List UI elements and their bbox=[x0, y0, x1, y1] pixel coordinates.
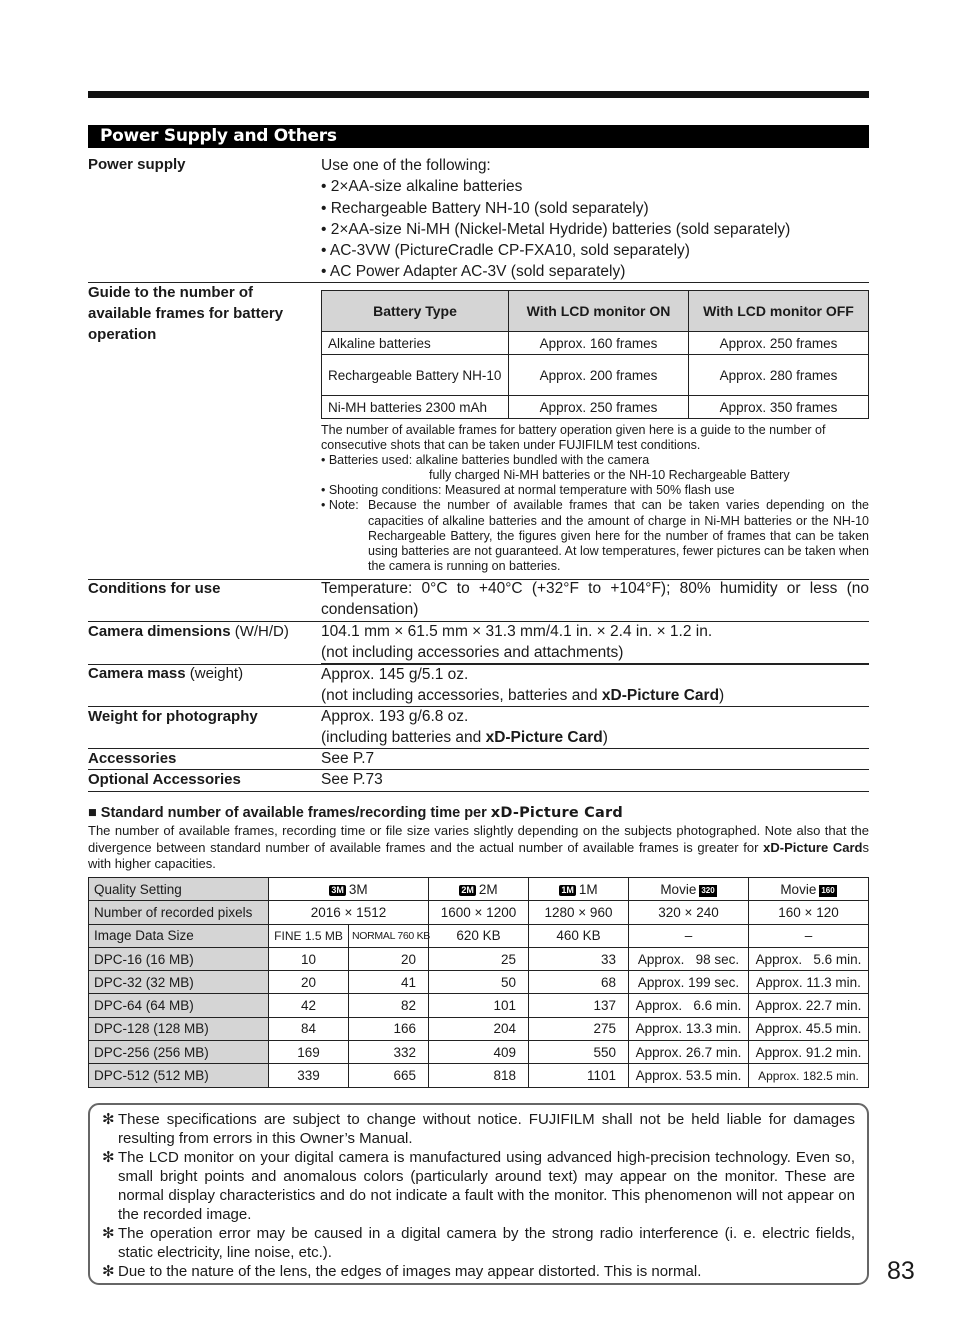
weight-photo-label: Weight for photography bbox=[88, 708, 258, 725]
notice-item bbox=[102, 1110, 855, 1148]
card-label: DPC-256 (256 MB) bbox=[89, 1041, 269, 1064]
pixels-cell: 160 × 120 bbox=[749, 901, 869, 924]
notes-note bbox=[321, 498, 869, 573]
frames-cell: 101 bbox=[429, 994, 529, 1017]
battery-type: Alkaline batteries bbox=[322, 332, 509, 355]
quality-2m bbox=[429, 878, 529, 901]
frames-cell: 550 bbox=[529, 1041, 629, 1064]
frames-cell: 42 bbox=[269, 994, 349, 1017]
mass-line-2c: ) bbox=[719, 687, 725, 705]
movie-time-cell: Approx. 22.7 min. bbox=[749, 994, 869, 1017]
table-row bbox=[89, 1041, 869, 1064]
battery-header-off: With LCD monitor OFF bbox=[689, 291, 869, 332]
size-cell: 460 KB bbox=[529, 924, 629, 947]
power-supply-line: Use one of the following: bbox=[321, 157, 491, 174]
quality-1m bbox=[529, 878, 629, 901]
table-row bbox=[89, 971, 869, 994]
movie-time-cell: Approx. 98 sec. bbox=[629, 947, 749, 970]
movie-time-cell: Approx. 45.5 min. bbox=[749, 1017, 869, 1040]
notes-batteries-used-2: fully charged Ni-MH batteries or the NH-10 Rechargeable Battery bbox=[429, 468, 790, 483]
notice-item bbox=[102, 1224, 855, 1262]
power-supply-label: Power supply bbox=[88, 156, 186, 173]
mass-line-2 bbox=[321, 685, 869, 706]
frames-lcd-on: Approx. 160 frames bbox=[509, 332, 689, 355]
optional-accessories-value: See P.73 bbox=[321, 771, 383, 788]
dimensions-label-suffix: (W/H/D) bbox=[230, 623, 289, 640]
pixels-cell: 1280 × 960 bbox=[529, 901, 629, 924]
notes-batteries-used: • Batteries used: alkaline batteries bundled with the camera bbox=[321, 453, 650, 468]
weight-line-2 bbox=[321, 727, 869, 748]
table-row bbox=[89, 1017, 869, 1040]
table-row bbox=[89, 901, 869, 924]
conditions-value: Temperature: 0°C to +40°C (+32°F to +104°F); 80% humidity or less (no condensation) bbox=[321, 580, 869, 619]
weight-line-2a: (including batteries and bbox=[321, 729, 486, 747]
optional-accessories-label: Optional Accessories bbox=[88, 771, 241, 788]
asterisk-icon: ✻ bbox=[102, 1263, 115, 1280]
power-supply-line: • 2×AA-size alkaline batteries bbox=[321, 178, 523, 196]
notice-item bbox=[102, 1262, 855, 1281]
notice-text: The LCD monitor on your digital camera is manufactured using advanced high-precision technology. Even so, small bright points and anomalous colors (particularly around text) may appear on the monitor. These are normal display characteristics and do not indicate a fault with the monitor. This phenomenon will not appear on the recorded image. bbox=[118, 1149, 855, 1223]
size-cell: 620 KB bbox=[429, 924, 529, 947]
desc-a: The number of available frames, recording time or file size varies slightly depending on the subjects photographed. Note also that the divergence between standard number of available frames and the actual number of available frames is greater for bbox=[88, 823, 869, 855]
frames-cell: 10 bbox=[269, 947, 349, 970]
movie-time-cell: Approx. 13.3 min. bbox=[629, 1017, 749, 1040]
power-supply-line: • Rechargeable Battery NH-10 (sold separately) bbox=[321, 199, 649, 217]
movie-time-cell: Approx. 182.5 min. bbox=[749, 1064, 869, 1087]
page-number: 83 bbox=[887, 1257, 915, 1285]
mass-value bbox=[321, 664, 869, 707]
frames-cell: 25 bbox=[429, 947, 529, 970]
quality-3m-icon: 3M bbox=[331, 884, 344, 895]
accessories-label: Accessories bbox=[88, 750, 177, 767]
frames-cell: 169 bbox=[269, 1041, 349, 1064]
standard-frames-desc bbox=[88, 823, 869, 873]
pixels-cell: 2016 × 1512 bbox=[269, 901, 429, 924]
asterisk-icon: ✻ bbox=[102, 1225, 115, 1242]
frames-table bbox=[88, 877, 869, 1088]
power-supply-line: • AC-3VW (PictureCradle CP-FXA10, sold separately) bbox=[321, 242, 690, 260]
card-label: DPC-128 (128 MB) bbox=[89, 1017, 269, 1040]
movie-time-cell: Approx. 199 sec. bbox=[629, 971, 749, 994]
notice-box bbox=[88, 1103, 869, 1285]
mass-label-text: Camera mass bbox=[88, 665, 186, 682]
movie-time-cell: Approx. 26.7 min. bbox=[629, 1041, 749, 1064]
table-row bbox=[322, 396, 869, 419]
size-cell: FINE 1.5 MB bbox=[269, 924, 349, 947]
asterisk-icon: ✻ bbox=[102, 1149, 115, 1166]
notice-text: These specifications are subject to change without notice. FUJIFILM shall not be held liable for damages resulting from errors in this Owner’s Manual. bbox=[118, 1111, 855, 1147]
table-row bbox=[89, 1064, 869, 1087]
frames-cell: 665 bbox=[349, 1064, 429, 1087]
power-supply-line: • AC Power Adapter AC-3V (sold separately) bbox=[321, 263, 626, 281]
standard-title-card: xD-Picture Card bbox=[490, 805, 623, 821]
card-label: DPC-16 (16 MB) bbox=[89, 947, 269, 970]
dimensions-line: 104.1 mm × 61.5 mm × 31.3 mm/4.1 in. × 2.4 in. × 1.2 in. bbox=[321, 623, 713, 640]
frames-cell: 68 bbox=[529, 971, 629, 994]
notes-shooting: • Shooting conditions: Measured at normal temperature with 50% flash use bbox=[321, 483, 735, 498]
movie-320-text: Movie bbox=[660, 881, 697, 897]
mass-line: Approx. 145 g/5.1 oz. bbox=[321, 666, 469, 683]
movie-160-text: Movie bbox=[780, 881, 817, 897]
section-title: Power Supply and Others bbox=[88, 125, 869, 148]
battery-header-on: With LCD monitor ON bbox=[509, 291, 689, 332]
weight-photo-value bbox=[321, 706, 869, 749]
dimensions-label-text: Camera dimensions bbox=[88, 623, 231, 640]
weight-line-2b: xD-Picture Card bbox=[485, 729, 603, 747]
notice-text: The operation error may be caused in a digital camera by the strong radio interference (i. e. electric fields, static electricity, line noise, etc.). bbox=[118, 1225, 855, 1261]
desc-b: xD-Picture Card bbox=[763, 839, 863, 855]
table-row bbox=[89, 994, 869, 1017]
asterisk-icon: ✻ bbox=[102, 1111, 115, 1128]
frames-cell: 332 bbox=[349, 1041, 429, 1064]
battery-table-header bbox=[322, 291, 869, 332]
movie-160-icon: 160 bbox=[821, 885, 835, 895]
dimensions-label bbox=[88, 621, 320, 642]
movie-time-cell: Approx. 5.6 min. bbox=[749, 947, 869, 970]
power-supply-value bbox=[321, 155, 869, 283]
card-label: DPC-32 (32 MB) bbox=[89, 971, 269, 994]
notes-note-label: • Note: bbox=[321, 498, 359, 513]
mass-line-2b: xD-Picture Card bbox=[601, 687, 720, 705]
standard-title-text: ■ Standard number of available frames/recording time per bbox=[88, 805, 491, 821]
size-cell: – bbox=[629, 924, 749, 947]
conditions-label: Conditions for use bbox=[88, 580, 221, 597]
card-label: DPC-64 (64 MB) bbox=[89, 994, 269, 1017]
weight-line-2c: ) bbox=[602, 729, 608, 747]
standard-frames-title bbox=[88, 803, 869, 823]
frames-lcd-off: Approx. 350 frames bbox=[689, 396, 869, 419]
size-label: Image Data Size bbox=[89, 924, 269, 947]
notice-item bbox=[102, 1148, 855, 1224]
pixels-cell: 320 × 240 bbox=[629, 901, 749, 924]
table-row bbox=[89, 924, 869, 947]
frames-lcd-off: Approx. 250 frames bbox=[689, 332, 869, 355]
quality-3m-text: 3M bbox=[348, 881, 368, 897]
battery-header-type: Battery Type bbox=[322, 291, 509, 332]
battery-type: Rechargeable Battery NH-10 bbox=[322, 355, 509, 396]
notes-intro: The number of available frames for battery operation given here is a guide to the number of consecutive shots that can be taken under FUJIFILM test conditions. bbox=[321, 423, 826, 453]
frames-lcd-off: Approx. 280 frames bbox=[689, 355, 869, 396]
frames-cell: 50 bbox=[429, 971, 529, 994]
mass-label-suffix: (weight) bbox=[185, 665, 244, 682]
frames-cell: 84 bbox=[269, 1017, 349, 1040]
movie-time-cell: Approx. 11.3 min. bbox=[749, 971, 869, 994]
card-label: DPC-512 (512 MB) bbox=[89, 1064, 269, 1087]
accessories-value: See P.7 bbox=[321, 750, 375, 767]
notes-note-text: Because the number of available frames that can be taken varies depending on the capacities of alkaline batteries and the amount of charge in Ni-MH batteries or the NH-10 Rechargeable Battery, the figures given here for the number of frames that can be taken using batteries are not guaranteed. At low temperatures, fewer pictures can be taken when the camera is running on batteries. bbox=[368, 498, 869, 573]
frames-cell: 166 bbox=[349, 1017, 429, 1040]
frames-cell: 204 bbox=[429, 1017, 529, 1040]
top-rule bbox=[88, 91, 869, 98]
frames-cell: 82 bbox=[349, 994, 429, 1017]
table-row bbox=[89, 947, 869, 970]
divider bbox=[88, 791, 869, 792]
power-supply-line: • 2×AA-size Ni-MH (Nickel-Metal Hydride) batteries (sold separately) bbox=[321, 220, 791, 238]
frames-cell: 339 bbox=[269, 1064, 349, 1087]
frames-cell: 409 bbox=[429, 1041, 529, 1064]
guide-label: Guide to the number of available frames for battery operation bbox=[88, 284, 284, 343]
weight-line: Approx. 193 g/6.8 oz. bbox=[321, 708, 469, 725]
movie-time-cell: Approx. 91.2 min. bbox=[749, 1041, 869, 1064]
battery-table bbox=[321, 290, 869, 419]
size-cell: NORMAL 760 KB bbox=[349, 924, 429, 947]
pixels-label: Number of recorded pixels bbox=[89, 901, 269, 924]
size-cell: – bbox=[749, 924, 869, 947]
movie-time-cell: Approx. 53.5 min. bbox=[629, 1064, 749, 1087]
frames-cell: 20 bbox=[269, 971, 349, 994]
frames-cell: 275 bbox=[529, 1017, 629, 1040]
frames-cell: 1101 bbox=[529, 1064, 629, 1087]
frames-cell: 20 bbox=[349, 947, 429, 970]
frames-lcd-on: Approx. 200 frames bbox=[509, 355, 689, 396]
frames-lcd-on: Approx. 250 frames bbox=[509, 396, 689, 419]
quality-1m-icon: 1M bbox=[561, 884, 574, 895]
mass-label bbox=[88, 663, 313, 684]
table-row bbox=[322, 355, 869, 396]
quality-movie-160 bbox=[749, 878, 869, 901]
movie-320-icon: 320 bbox=[701, 885, 715, 895]
quality-label: Quality Setting bbox=[89, 878, 269, 901]
mass-line-2a: (not including accessories, batteries and bbox=[321, 687, 602, 705]
quality-2m-text: 2M bbox=[478, 881, 498, 897]
dimensions-line: (not including accessories and attachments) bbox=[321, 644, 624, 662]
frames-cell: 137 bbox=[529, 994, 629, 1017]
desc-c: s with higher capacities. bbox=[88, 839, 869, 871]
frames-cell: 818 bbox=[429, 1064, 529, 1087]
table-row bbox=[89, 878, 869, 901]
table-row bbox=[322, 332, 869, 355]
notice-text: Due to the nature of the lens, the edges of images may appear distorted. This is normal. bbox=[118, 1263, 702, 1280]
frames-cell: 41 bbox=[349, 971, 429, 994]
quality-movie-320 bbox=[629, 878, 749, 901]
frames-cell: 33 bbox=[529, 947, 629, 970]
quality-3m bbox=[269, 878, 429, 901]
battery-notes bbox=[321, 423, 869, 574]
quality-2m-icon: 2M bbox=[461, 884, 474, 895]
battery-type: Ni-MH batteries 2300 mAh bbox=[322, 396, 509, 419]
movie-time-cell: Approx. 6.6 min. bbox=[629, 994, 749, 1017]
dimensions-value bbox=[321, 621, 869, 664]
quality-1m-text: 1M bbox=[578, 881, 598, 897]
pixels-cell: 1600 × 1200 bbox=[429, 901, 529, 924]
